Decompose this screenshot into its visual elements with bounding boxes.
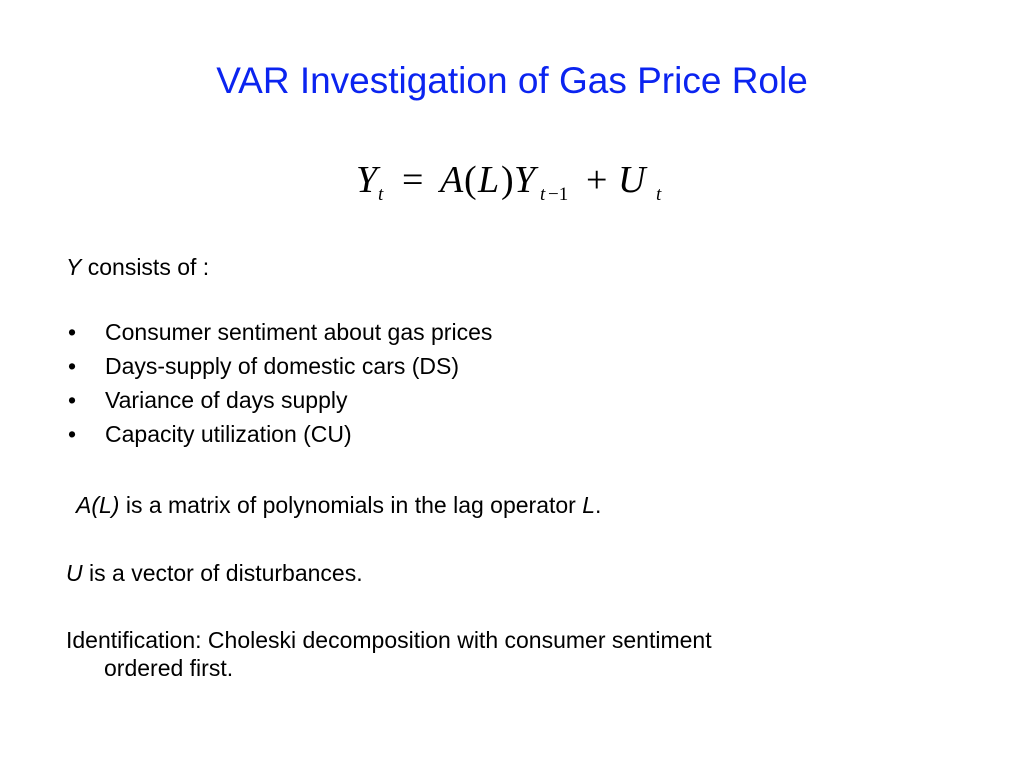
bullet-icon: • [68, 353, 77, 379]
bullet-icon: • [68, 387, 77, 413]
var-equation [356, 158, 686, 218]
equation-open-paren: ( [464, 159, 477, 201]
bullet-icon: • [68, 421, 77, 447]
a-of-l-period: . [595, 492, 602, 518]
equation-close-paren: ) [501, 159, 514, 201]
equation-subscript-t-u: t [656, 184, 662, 205]
u-variable: U [66, 560, 83, 586]
equation-subscript-t: t [378, 184, 384, 205]
a-of-l-text: is a matrix of polynomials in the lag operator [119, 492, 583, 518]
list-item [68, 351, 492, 385]
list-item [68, 317, 492, 351]
equation-y-lag: Y [514, 159, 536, 201]
list-item [68, 385, 492, 419]
lag-operator-variable: L [582, 492, 596, 518]
slide-title: VAR Investigation of Gas Price Role [216, 60, 808, 101]
equation-u: U [618, 159, 646, 201]
equation-plus: + [586, 159, 608, 201]
list-item-text: Capacity utilization (CU) [105, 421, 352, 447]
identification-line-1: Identification: Choleski decomposition with consumer sentiment [66, 627, 712, 653]
list-item-text: Consumer sentiment about gas prices [105, 319, 493, 345]
u-vector-statement [66, 558, 363, 588]
equation-subscript-minus-one: −1 [548, 184, 569, 205]
y-consists-text: consists of : [81, 254, 210, 280]
a-of-l-variable: A(L) [76, 492, 120, 518]
equation-equals: = [402, 159, 424, 201]
bullet-icon: • [68, 319, 77, 345]
list-item-text: Days-supply of domestic cars (DS) [105, 353, 460, 379]
equation-subscript-t-lag: t [540, 184, 546, 205]
y-consists-of [66, 252, 209, 282]
a-of-l-statement [76, 490, 601, 520]
y-variable: Y [66, 254, 82, 280]
equation-l: L [478, 159, 500, 201]
equation-y: Y [356, 159, 378, 201]
identification-line-2: ordered first. [104, 655, 234, 681]
list-item-text: Variance of days supply [105, 387, 348, 413]
equation-a: A [440, 159, 464, 201]
identification-statement [66, 626, 906, 682]
list-item [68, 419, 492, 453]
variable-list [68, 317, 492, 453]
u-vector-text: is a vector of disturbances. [82, 560, 363, 586]
